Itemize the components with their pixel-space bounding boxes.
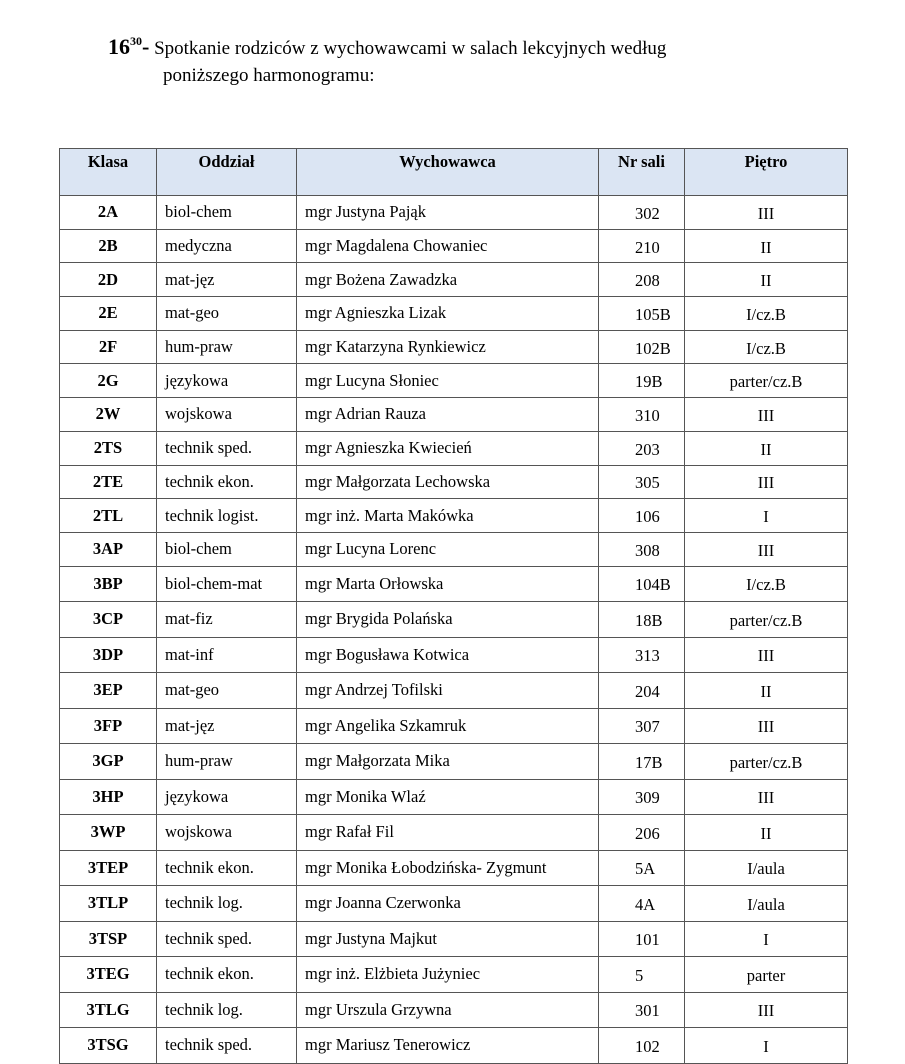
cell-klasa: 3FP	[60, 708, 157, 744]
table-row	[60, 263, 848, 297]
cell-nr-sali: 105B	[599, 297, 685, 331]
table-row	[60, 398, 848, 432]
cell-wychowawca: mgr Agnieszka Lizak	[297, 297, 599, 331]
schedule-table-header	[60, 149, 848, 196]
cell-klasa: 3TSG	[60, 1028, 157, 1064]
cell-oddzial: technik sped.	[157, 431, 297, 465]
cell-klasa: 3BP	[60, 566, 157, 602]
col-header-oddzial: Oddział	[157, 149, 297, 196]
cell-nr-sali: 4A	[599, 886, 685, 922]
cell-nr-sali: 5A	[599, 850, 685, 886]
cell-pietro: III	[685, 779, 848, 815]
cell-nr-sali: 101	[599, 921, 685, 957]
cell-pietro: III	[685, 196, 848, 230]
time-dash: -	[142, 34, 150, 59]
cell-wychowawca: mgr Rafał Fil	[297, 815, 599, 851]
cell-klasa: 2B	[60, 229, 157, 263]
cell-pietro: I	[685, 921, 848, 957]
cell-nr-sali: 301	[599, 992, 685, 1028]
cell-nr-sali: 102B	[599, 330, 685, 364]
cell-wychowawca: mgr Monika Łobodzińska- Zygmunt	[297, 850, 599, 886]
cell-pietro: I/cz.B	[685, 297, 848, 331]
cell-klasa: 3HP	[60, 779, 157, 815]
cell-pietro: parter/cz.B	[685, 364, 848, 398]
cell-pietro: I/aula	[685, 850, 848, 886]
cell-oddzial: technik sped.	[157, 1028, 297, 1064]
cell-klasa: 3DP	[60, 637, 157, 673]
cell-nr-sali: 102	[599, 1028, 685, 1064]
cell-oddzial: wojskowa	[157, 815, 297, 851]
cell-oddzial: mat-jęz	[157, 708, 297, 744]
table-row	[60, 957, 848, 993]
cell-wychowawca: mgr Monika Wlaź	[297, 779, 599, 815]
cell-klasa: 3TEG	[60, 957, 157, 993]
cell-wychowawca: mgr Mariusz Tenerowicz	[297, 1028, 599, 1064]
cell-nr-sali: 309	[599, 779, 685, 815]
table-row	[60, 229, 848, 263]
cell-klasa: 2E	[60, 297, 157, 331]
cell-nr-sali: 203	[599, 431, 685, 465]
cell-wychowawca: mgr Brygida Polańska	[297, 602, 599, 638]
cell-nr-sali: 204	[599, 673, 685, 709]
cell-oddzial: technik ekon.	[157, 850, 297, 886]
announcement-line-2: poniższego harmonogramu:	[163, 65, 375, 86]
cell-wychowawca: mgr Justyna Pająk	[297, 196, 599, 230]
cell-wychowawca: mgr Andrzej Tofilski	[297, 673, 599, 709]
cell-klasa: 3CP	[60, 602, 157, 638]
cell-wychowawca: mgr Joanna Czerwonka	[297, 886, 599, 922]
cell-wychowawca: mgr Małgorzata Mika	[297, 744, 599, 780]
cell-klasa: 2A	[60, 196, 157, 230]
table-row	[60, 637, 848, 673]
cell-oddzial: biol-chem	[157, 196, 297, 230]
cell-oddzial: technik logist.	[157, 499, 297, 533]
cell-pietro: III	[685, 465, 848, 499]
table-row	[60, 566, 848, 602]
cell-klasa: 2TL	[60, 499, 157, 533]
cell-wychowawca: mgr Lucyna Słoniec	[297, 364, 599, 398]
cell-nr-sali: 308	[599, 532, 685, 566]
cell-nr-sali: 313	[599, 637, 685, 673]
announcement-text: Spotkanie rodziców z wychowawcami w salach lekcyjnych według	[154, 38, 667, 59]
cell-oddzial: językowa	[157, 779, 297, 815]
cell-pietro: parter/cz.B	[685, 744, 848, 780]
cell-oddzial: mat-fiz	[157, 602, 297, 638]
col-header-pietro: Piętro	[685, 149, 848, 196]
cell-klasa: 3TLG	[60, 992, 157, 1028]
schedule-table	[59, 148, 848, 1064]
cell-nr-sali: 302	[599, 196, 685, 230]
cell-wychowawca: mgr Bogusława Kotwica	[297, 637, 599, 673]
cell-klasa: 2W	[60, 398, 157, 432]
table-row	[60, 330, 848, 364]
cell-wychowawca: mgr Małgorzata Lechowska	[297, 465, 599, 499]
table-row	[60, 602, 848, 638]
col-header-klasa: Klasa	[60, 149, 157, 196]
cell-wychowawca: mgr Justyna Majkut	[297, 921, 599, 957]
schedule-table-body	[60, 196, 848, 1064]
table-row	[60, 815, 848, 851]
cell-nr-sali: 106	[599, 499, 685, 533]
table-row	[60, 992, 848, 1028]
cell-klasa: 2TS	[60, 431, 157, 465]
cell-klasa: 2TE	[60, 465, 157, 499]
cell-pietro: parter	[685, 957, 848, 993]
cell-oddzial: medyczna	[157, 229, 297, 263]
cell-oddzial: hum-praw	[157, 330, 297, 364]
cell-nr-sali: 5	[599, 957, 685, 993]
cell-nr-sali: 19B	[599, 364, 685, 398]
cell-oddzial: technik ekon.	[157, 957, 297, 993]
cell-nr-sali: 307	[599, 708, 685, 744]
table-row	[60, 886, 848, 922]
announcement-line-1	[108, 28, 666, 62]
cell-nr-sali: 208	[599, 263, 685, 297]
cell-wychowawca: mgr Bożena Zawadzka	[297, 263, 599, 297]
cell-klasa: 2D	[60, 263, 157, 297]
table-row	[60, 1028, 848, 1064]
cell-wychowawca: mgr Lucyna Lorenc	[297, 532, 599, 566]
table-row	[60, 779, 848, 815]
cell-oddzial: technik log.	[157, 992, 297, 1028]
cell-pietro: II	[685, 673, 848, 709]
cell-oddzial: językowa	[157, 364, 297, 398]
cell-nr-sali: 210	[599, 229, 685, 263]
cell-wychowawca: mgr Urszula Grzywna	[297, 992, 599, 1028]
cell-klasa: 2F	[60, 330, 157, 364]
cell-oddzial: technik ekon.	[157, 465, 297, 499]
cell-klasa: 3TSP	[60, 921, 157, 957]
cell-pietro: I	[685, 1028, 848, 1064]
table-row	[60, 744, 848, 780]
table-row	[60, 465, 848, 499]
cell-wychowawca: mgr Agnieszka Kwiecień	[297, 431, 599, 465]
cell-oddzial: mat-geo	[157, 297, 297, 331]
cell-klasa: 3WP	[60, 815, 157, 851]
cell-pietro: II	[685, 431, 848, 465]
time-minutes: 30	[130, 34, 142, 48]
table-row	[60, 673, 848, 709]
cell-wychowawca: mgr inż. Elżbieta Jużyniec	[297, 957, 599, 993]
cell-oddzial: biol-chem	[157, 532, 297, 566]
table-row	[60, 431, 848, 465]
cell-pietro: III	[685, 708, 848, 744]
cell-wychowawca: mgr Adrian Rauza	[297, 398, 599, 432]
cell-klasa: 2G	[60, 364, 157, 398]
cell-pietro: I	[685, 499, 848, 533]
cell-pietro: I/cz.B	[685, 330, 848, 364]
cell-wychowawca: mgr Angelika Szkamruk	[297, 708, 599, 744]
cell-pietro: parter/cz.B	[685, 602, 848, 638]
cell-nr-sali: 310	[599, 398, 685, 432]
cell-oddzial: hum-praw	[157, 744, 297, 780]
cell-nr-sali: 18B	[599, 602, 685, 638]
cell-pietro: III	[685, 637, 848, 673]
cell-wychowawca: mgr Magdalena Chowaniec	[297, 229, 599, 263]
table-row	[60, 921, 848, 957]
table-row	[60, 708, 848, 744]
table-row	[60, 499, 848, 533]
cell-nr-sali: 104B	[599, 566, 685, 602]
cell-wychowawca: mgr inż. Marta Makówka	[297, 499, 599, 533]
cell-nr-sali: 305	[599, 465, 685, 499]
cell-klasa: 3AP	[60, 532, 157, 566]
cell-pietro: I/aula	[685, 886, 848, 922]
table-row	[60, 364, 848, 398]
cell-pietro: III	[685, 992, 848, 1028]
cell-klasa: 3EP	[60, 673, 157, 709]
cell-wychowawca: mgr Marta Orłowska	[297, 566, 599, 602]
cell-pietro: II	[685, 815, 848, 851]
cell-wychowawca: mgr Katarzyna Rynkiewicz	[297, 330, 599, 364]
cell-oddzial: wojskowa	[157, 398, 297, 432]
meeting-time	[108, 34, 149, 59]
table-row	[60, 196, 848, 230]
time-hour: 16	[108, 34, 130, 59]
table-row	[60, 850, 848, 886]
cell-klasa: 3GP	[60, 744, 157, 780]
cell-pietro: II	[685, 263, 848, 297]
cell-oddzial: mat-jęz	[157, 263, 297, 297]
meeting-announcement	[108, 28, 666, 89]
cell-klasa: 3TLP	[60, 886, 157, 922]
header-row	[60, 149, 848, 196]
col-header-wychowawca: Wychowawca	[297, 149, 599, 196]
table-row	[60, 532, 848, 566]
cell-oddzial: biol-chem-mat	[157, 566, 297, 602]
cell-pietro: III	[685, 398, 848, 432]
cell-oddzial: mat-inf	[157, 637, 297, 673]
cell-nr-sali: 206	[599, 815, 685, 851]
col-header-nr-sali: Nr sali	[599, 149, 685, 196]
cell-klasa: 3TEP	[60, 850, 157, 886]
cell-pietro: II	[685, 229, 848, 263]
cell-nr-sali: 17B	[599, 744, 685, 780]
table-row	[60, 297, 848, 331]
cell-oddzial: technik log.	[157, 886, 297, 922]
cell-oddzial: technik sped.	[157, 921, 297, 957]
cell-oddzial: mat-geo	[157, 673, 297, 709]
cell-pietro: I/cz.B	[685, 566, 848, 602]
cell-pietro: III	[685, 532, 848, 566]
